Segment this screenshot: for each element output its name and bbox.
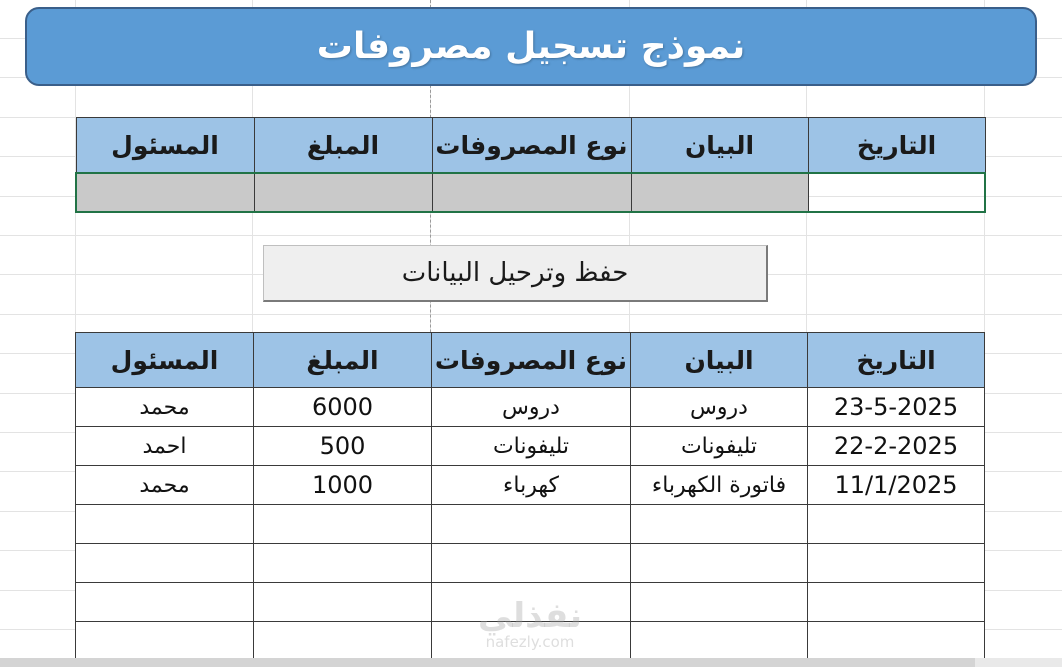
empty-cell[interactable]	[76, 505, 254, 544]
header-description: البيان	[631, 333, 808, 388]
empty-cell[interactable]	[76, 583, 254, 622]
gridline-horizontal	[0, 314, 1062, 315]
entry-responsible-cell[interactable]	[76, 173, 254, 212]
empty-cell[interactable]	[76, 622, 254, 661]
record-date-cell[interactable]: 11/1/2025	[808, 466, 985, 505]
empty-cell[interactable]	[432, 622, 631, 661]
title-banner[interactable]	[25, 7, 1037, 86]
record-amount-cell[interactable]: 500	[254, 427, 432, 466]
form-title: نموذج تسجيل مصروفات	[316, 26, 746, 67]
empty-cell[interactable]	[808, 583, 985, 622]
record-description-cell[interactable]: تليفونات	[631, 427, 808, 466]
record-amount-cell[interactable]: 6000	[254, 388, 432, 427]
empty-cell[interactable]	[808, 544, 985, 583]
record-date-cell[interactable]: 23-5-2025	[808, 388, 985, 427]
record-description-cell[interactable]: دروس	[631, 388, 808, 427]
watermark-url: nafezly.com	[485, 633, 575, 651]
empty-table-row[interactable]	[76, 505, 985, 544]
header-date: التاريخ	[808, 333, 985, 388]
header-description: البيان	[631, 118, 808, 174]
horizontal-scrollbar[interactable]	[0, 658, 1062, 667]
entry-description-cell[interactable]	[631, 173, 808, 212]
empty-cell[interactable]	[808, 622, 985, 661]
empty-cell[interactable]	[254, 622, 432, 661]
record-expense-type-cell[interactable]: كهرباء	[432, 466, 631, 505]
header-amount: المبلغ	[254, 333, 432, 388]
empty-table-row[interactable]	[76, 583, 985, 622]
empty-cell[interactable]	[254, 544, 432, 583]
record-description-cell[interactable]: فاتورة الكهرباء	[631, 466, 808, 505]
record-expense-type-cell[interactable]: تليفونات	[432, 427, 631, 466]
empty-table-row[interactable]	[76, 622, 985, 661]
header-expense-type: نوع المصروفات	[432, 333, 631, 388]
record-responsible-cell[interactable]: احمد	[76, 427, 254, 466]
header-responsible: المسئول	[76, 118, 254, 174]
record-amount-cell[interactable]: 1000	[254, 466, 432, 505]
entry-expense-type-cell[interactable]	[432, 173, 631, 212]
entry-header-row	[76, 118, 985, 174]
table-row[interactable]	[76, 388, 985, 427]
empty-cell[interactable]	[254, 505, 432, 544]
empty-cell[interactable]	[808, 505, 985, 544]
entry-date-cell[interactable]	[808, 173, 985, 212]
table-row[interactable]	[76, 466, 985, 505]
records-table	[75, 332, 985, 661]
entry-form-table	[75, 117, 986, 213]
records-header-row	[76, 333, 985, 388]
empty-cell[interactable]	[254, 583, 432, 622]
empty-cell[interactable]	[631, 583, 808, 622]
save-and-post-button[interactable]: حفظ وترحيل البيانات	[263, 245, 768, 302]
watermark-text: نفذلي	[477, 596, 583, 636]
table-row[interactable]	[76, 427, 985, 466]
empty-cell[interactable]	[631, 505, 808, 544]
empty-cell[interactable]	[631, 544, 808, 583]
empty-cell[interactable]	[631, 622, 808, 661]
entry-input-row[interactable]	[76, 173, 985, 212]
empty-cell[interactable]	[432, 544, 631, 583]
header-responsible: المسئول	[76, 333, 254, 388]
record-date-cell[interactable]: 22-2-2025	[808, 427, 985, 466]
header-date: التاريخ	[808, 118, 985, 174]
entry-amount-cell[interactable]	[254, 173, 432, 212]
record-expense-type-cell[interactable]: دروس	[432, 388, 631, 427]
header-amount: المبلغ	[254, 118, 432, 174]
record-responsible-cell[interactable]: محمد	[76, 466, 254, 505]
empty-table-row[interactable]	[76, 544, 985, 583]
empty-cell[interactable]	[76, 544, 254, 583]
empty-cell[interactable]	[432, 505, 631, 544]
scrollbar-thumb[interactable]	[0, 658, 975, 667]
gridline-horizontal	[0, 235, 1062, 236]
header-expense-type: نوع المصروفات	[432, 118, 631, 174]
record-responsible-cell[interactable]: محمد	[76, 388, 254, 427]
empty-cell[interactable]	[432, 583, 631, 622]
